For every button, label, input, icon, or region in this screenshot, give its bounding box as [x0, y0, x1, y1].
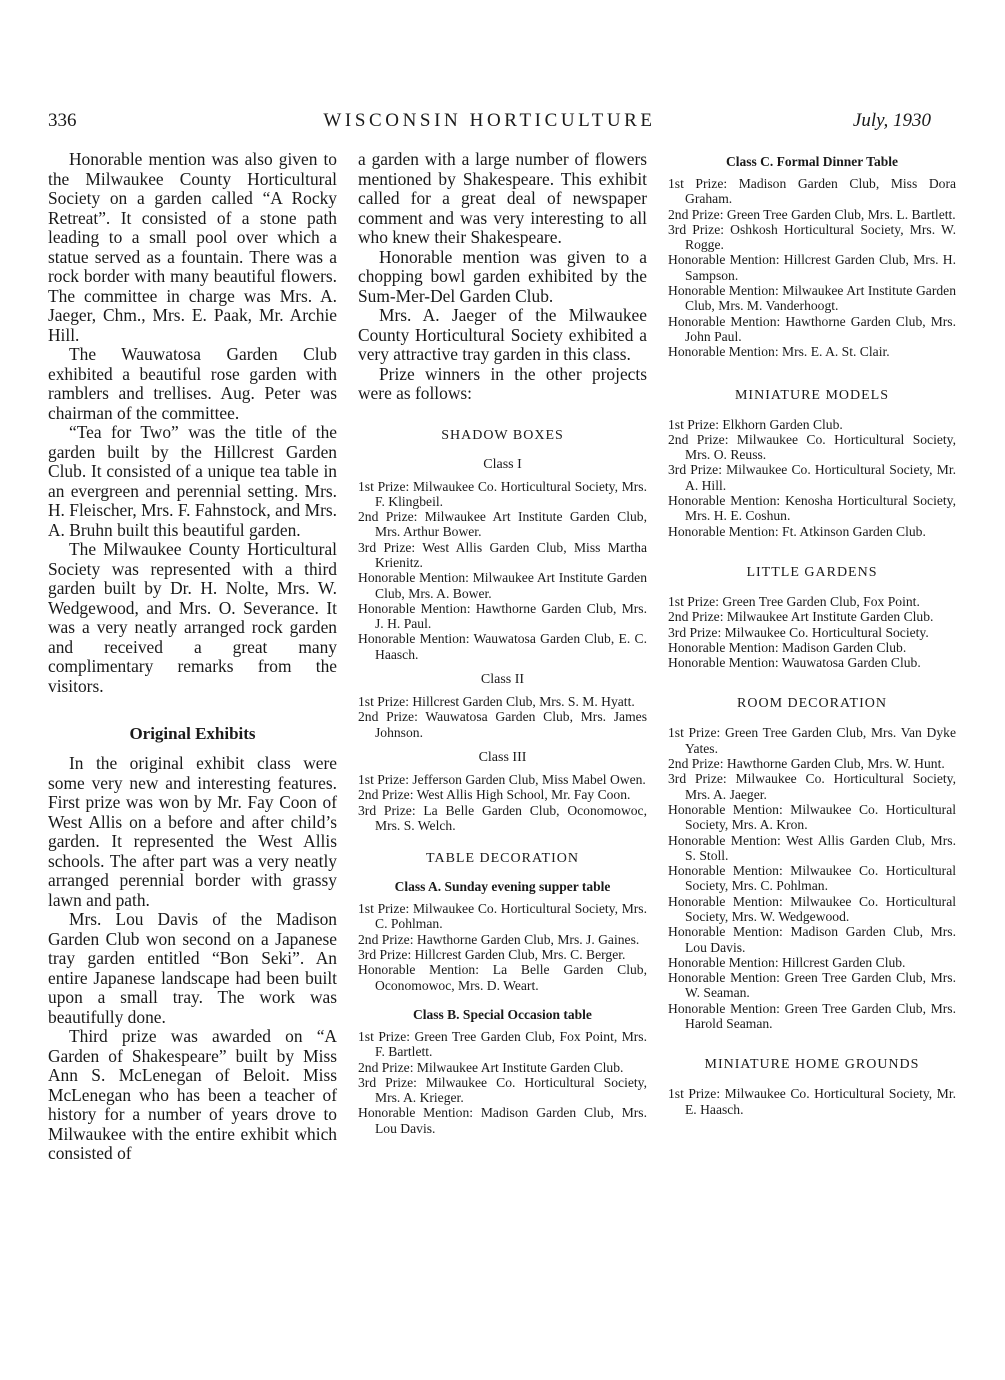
list-item: 3rd Prize: Milwaukee Co. Horticultural Society, Mrs. A. Krieger. — [358, 1074, 647, 1106]
list-item: Honorable Mention: Wauwatosa Garden Club, E. C. Haasch. — [358, 631, 647, 662]
paragraph: Mrs. Lou Davis of the Madison Garden Club won second on a Japanese tray garden entitled “Bon Seki”. An entire Japanese landscape had been built upon a small tray. The work was beautifully done. — [48, 909, 337, 1027]
page-header — [48, 110, 931, 140]
list-item: Honorable Mention: Green Tree Garden Club, Mrs. Harold Seaman. — [668, 1000, 956, 1032]
list-item: Honorable Mention: Hawthorne Garden Club, Mrs. J. H. Paul. — [358, 600, 647, 632]
list-item: 1st Prize: Milwaukee Co. Horticultural Society, Mrs. F. Klingbeil. — [358, 478, 647, 509]
list-item: 1st Prize: Jefferson Garden Club, Miss Mabel Owen. — [358, 771, 646, 787]
list-item: 2nd Prize: Green Tree Garden Club, Mrs. L. Bartlett. — [668, 206, 956, 222]
paragraph: Third prize was awarded on “A Garden of Shakespeare” built by Miss Ann S. McLenegan of Beloit. Miss McLenegan who has been a teacher of history for a number of years drove to Milwaukee with the entire exhibit which consisted of — [48, 1026, 337, 1163]
list-item: Honorable Mention: Hawthorne Garden Club, Mrs. John Paul. — [668, 313, 956, 344]
entry-list — [668, 725, 956, 1031]
list-item: Honorable Mention: Hillcrest Garden Club, Mrs. H. Sampson. — [668, 252, 956, 283]
paragraph: Honorable mention was given to a chopping bowl garden exhibited by the Sum-Mer-Del Garden Club. — [358, 246, 647, 306]
paragraph: a garden with a large number of flowers mentioned by Shakespeare. This exhibit called for a great deal of newspaper comment and was very interesting to all who knew their Shakespeare. — [358, 149, 647, 247]
list-item: 2nd Prize: Milwaukee Art Institute Garden Club. — [358, 1059, 624, 1075]
subheading-original-exhibits: Original Exhibits — [129, 724, 256, 743]
class-title: Class II — [480, 672, 525, 688]
paragraph: “Tea for Two” was the title of the garden built by the Hillcrest Garden Club. It consisted of a unique tea table in an evergreen and perennial setting. Mrs. H. Fleischer, Mrs. F. Fahnstock, and Mrs. A. Bruhn built this beautiful garden. — [48, 422, 337, 540]
paragraph: In the original exhibit class were some very new and interesting features. First prize was won by Mr. Fay Coon of West Allis on a before and after child’s garden. It represented the West Allis schools. The after part was a very neatly arranged perennial border with grassy lawn and path. — [48, 753, 337, 910]
column-middle — [358, 150, 647, 1136]
section-title-miniature-home-grounds: MINIATURE HOME GROUNDS — [704, 1057, 920, 1073]
section-title-little-gardens: LITTLE GARDENS — [746, 564, 878, 580]
page-number: 336 — [48, 110, 77, 131]
entry-list — [358, 479, 647, 663]
list-item: 1st Prize: Elkhorn Garden Club. — [668, 416, 843, 432]
paragraph: The Wauwatosa Garden Club exhibited a beautiful rose garden with ramblers and trellises. Aug. Peter was chairman of the committee. — [48, 344, 337, 423]
list-item: Honorable Mention: Madison Garden Club, Mrs. Lou Davis. — [358, 1105, 647, 1136]
list-item: 2nd Prize: Milwaukee Art Institute Garden Club. — [668, 609, 934, 625]
class-title: Class III — [478, 749, 527, 765]
list-item: Honorable Mention: West Allis Garden Club, Mrs. S. Stoll. — [668, 832, 956, 863]
entry-list — [358, 1029, 647, 1136]
list-item: 2nd Prize: Hawthorne Garden Club, Mrs. W. Hunt. — [668, 756, 945, 772]
column-left — [48, 150, 337, 1164]
list-item: Honorable Mention: Milwaukee Co. Horticultural Society, Mrs. C. Pohlman. — [668, 863, 956, 894]
class-title: Class B. Special Occasion table — [413, 1006, 592, 1022]
list-item: 1st Prize: Hillcrest Garden Club, Mrs. S. M. Hyatt. — [358, 694, 635, 710]
list-item: Honorable Mention: Ft. Atkinson Garden Club. — [668, 523, 926, 539]
paragraph: Honorable mention was also given to the Milwaukee County Horticultural Society on a garden called “A Rocky Retreat”. It consisted of a stone path leading to a small pool over which a statue served as a fountain. There was a rock border with many beautiful flowers. The committee in charge was Mrs. A. Jaeger, Chm., Mrs. E. Paak, Mr. Archie Hill. — [48, 149, 337, 345]
list-item: Honorable Mention: Madison Garden Club. — [668, 639, 907, 655]
entry-list — [358, 772, 647, 833]
entry-list — [358, 901, 647, 993]
section-title-table-decoration: TABLE DECORATION — [426, 851, 579, 867]
list-item: Honorable Mention: La Belle Garden Club, Oconomowoc, Mrs. D. Weart. — [358, 962, 647, 993]
paragraph: Mrs. A. Jaeger of the Milwaukee County Horticultural Society exhibited a very attractive tray garden in this class. — [358, 305, 647, 364]
issue-date: July, 1930 — [852, 110, 931, 131]
list-item: 2nd Prize: Hawthorne Garden Club, Mrs. J. Gaines. — [358, 931, 640, 947]
list-item: Honorable Mention: Milwaukee Art Institute Garden Club, Mrs. M. Vanderhoogt. — [668, 283, 956, 314]
list-item: 3rd Prize: La Belle Garden Club, Oconomowoc, Mrs. S. Welch. — [358, 802, 647, 833]
class-title: Class A. Sunday evening supper table — [394, 879, 611, 895]
list-item: Honorable Mention: Madison Garden Club, Mrs. Lou Davis. — [668, 924, 956, 955]
list-item: Honorable Mention: Milwaukee Co. Horticultural Society, Mrs. A. Kron. — [668, 801, 956, 833]
list-item: 3rd Prize: West Allis Garden Club, Miss Martha Krienitz. — [358, 539, 647, 570]
section-title-shadow-boxes: SHADOW BOXES — [441, 427, 564, 443]
list-item: 1st Prize: Green Tree Garden Club, Fox Point. — [668, 593, 920, 609]
list-item: Honorable Mention: Wauwatosa Garden Club. — [668, 655, 921, 671]
list-item: 3rd Prize: Hillcrest Garden Club, Mrs. C. Berger. — [358, 947, 626, 963]
list-item: 1st Prize: Milwaukee Co. Horticultural Society, Mr. E. Haasch. — [668, 1086, 956, 1117]
list-item: Honorable Mention: Milwaukee Art Institute Garden Club, Mrs. A. Bower. — [358, 570, 647, 601]
list-item: 2nd Prize: Milwaukee Art Institute Garden Club, Mrs. Arthur Bower. — [358, 509, 647, 540]
column-right — [668, 150, 956, 1117]
list-item: 1st Prize: Green Tree Garden Club, Fox Point, Mrs. F. Bartlett. — [358, 1028, 647, 1060]
list-item: Honorable Mention: Mrs. E. A. St. Clair. — [668, 344, 890, 360]
list-item: 3rd Prize: Milwaukee Co. Horticultural Society, Mrs. A. Jaeger. — [668, 771, 956, 802]
list-item: 2nd Prize: West Allis High School, Mr. Fay Coon. — [358, 787, 631, 803]
list-item: Honorable Mention: Milwaukee Co. Horticultural Society, Mrs. W. Wedgewood. — [668, 893, 956, 924]
paragraph: Prize winners in the other projects were as follows: — [358, 363, 647, 403]
entry-list — [668, 176, 956, 360]
entry-list — [358, 694, 647, 740]
list-item: 1st Prize: Milwaukee Co. Horticultural Society, Mrs. C. Pohlman. — [358, 901, 647, 932]
list-item: 3rd Prize: Milwaukee Co. Horticultural Society, Mr. A. Hill. — [668, 462, 956, 493]
paragraph: The Milwaukee County Horticultural Society was represented with a third garden built by Dr. H. Nolte, Mrs. W. Wedgewood, and Mrs. O. Severance. It was a very neatly arranged rock garden and received a great many complimentary remarks from the visitors. — [48, 539, 337, 696]
list-item: 1st Prize: Madison Garden Club, Miss Dora Graham. — [668, 176, 956, 207]
list-item: 3rd Prize: Oshkosh Horticultural Society, Mrs. W. Rogge. — [668, 221, 956, 253]
list-item: 2nd Prize: Milwaukee Co. Horticultural Society, Mrs. O. Reuss. — [668, 431, 956, 463]
class-title: Class C. Formal Dinner Table — [726, 154, 898, 169]
list-item: 1st Prize: Green Tree Garden Club, Mrs. Van Dyke Yates. — [668, 725, 956, 756]
list-item: Honorable Mention: Kenosha Horticultural Society, Mrs. H. E. Coshun. — [668, 493, 956, 524]
entry-list — [668, 1086, 956, 1117]
entry-list — [668, 594, 956, 670]
entry-list — [668, 417, 956, 539]
journal-title: WISCONSIN HORTICULTURE — [323, 110, 656, 131]
class-title: Class I — [483, 456, 522, 472]
section-title-miniature-models: MINIATURE MODELS — [734, 387, 890, 403]
section-title-room-decoration: ROOM DECORATION — [737, 696, 887, 712]
list-item: 3rd Prize: Milwaukee Co. Horticultural Society. — [668, 624, 929, 640]
list-item: Honorable Mention: Green Tree Garden Club, Mrs. W. Seaman. — [668, 970, 956, 1001]
list-item: Honorable Mention: Hillcrest Garden Club. — [668, 954, 906, 970]
list-item: 2nd Prize: Wauwatosa Garden Club, Mrs. James Johnson. — [358, 709, 647, 740]
